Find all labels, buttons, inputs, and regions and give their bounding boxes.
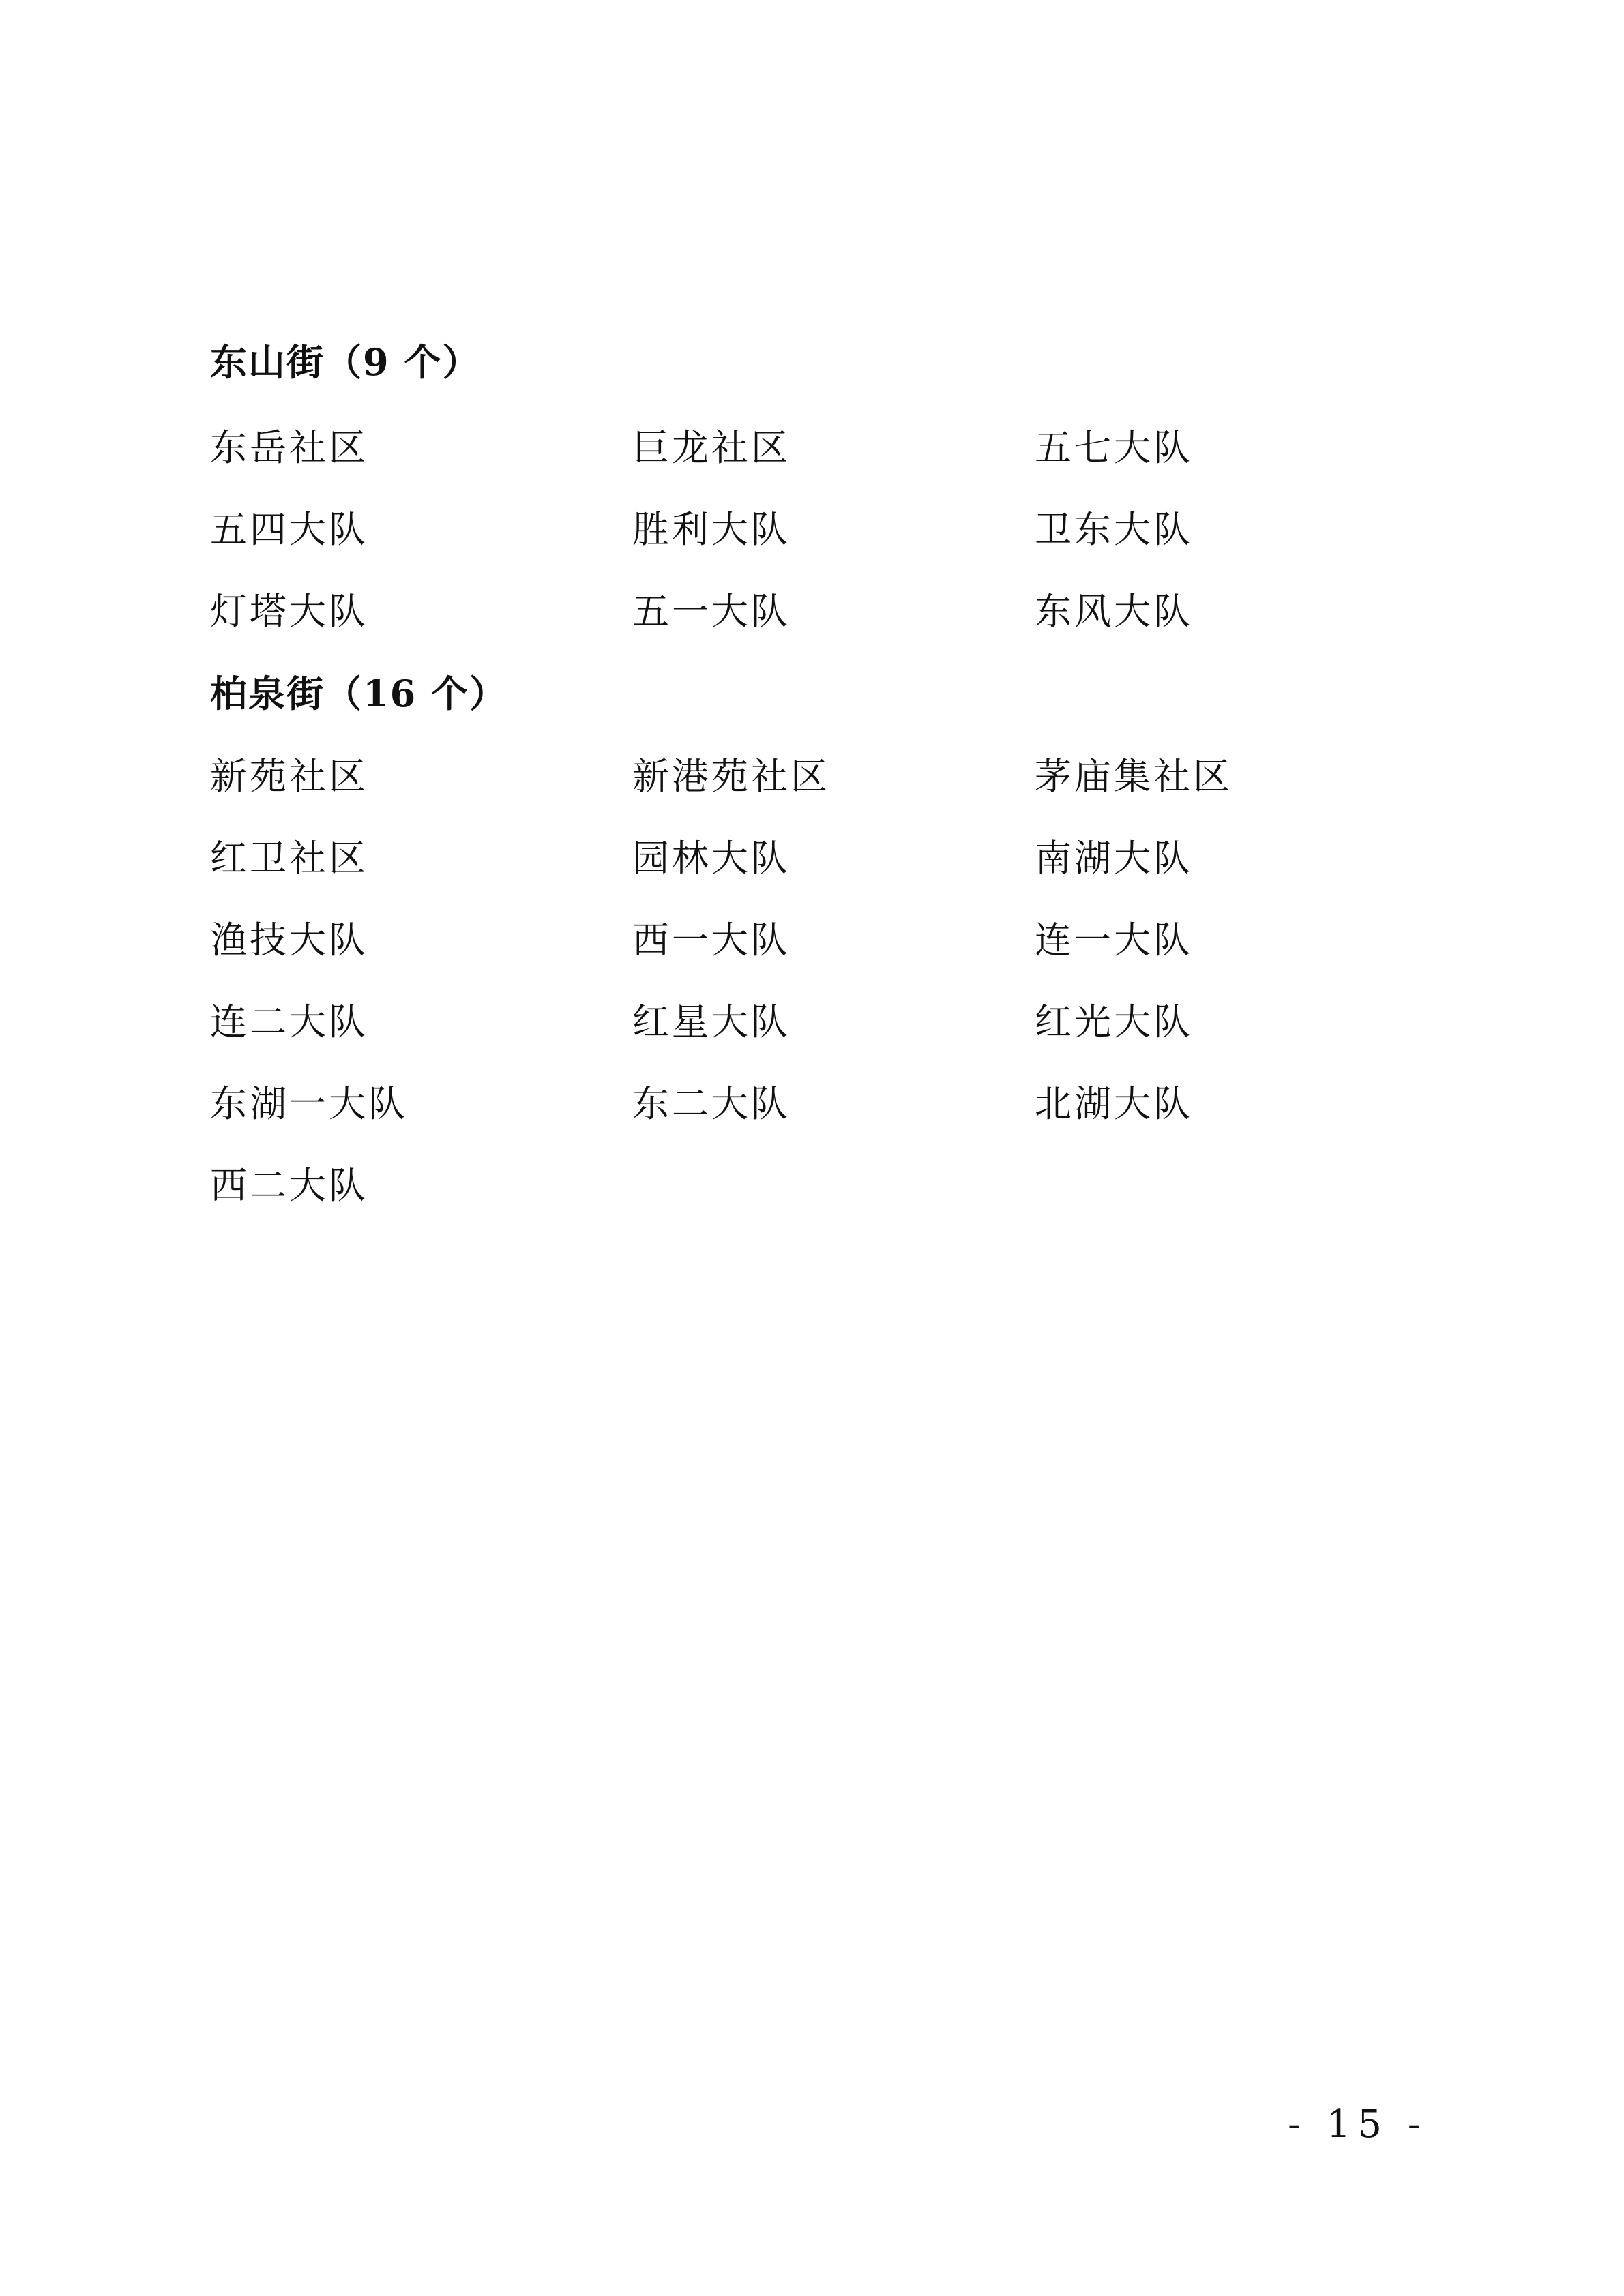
- list-item: 西一大队: [632, 919, 791, 961]
- list-item: 东风大队: [1035, 590, 1193, 633]
- list-item: 灯塔大队: [210, 590, 368, 633]
- list-item: 北湖大队: [1035, 1082, 1193, 1125]
- list-item: 东岳社区: [210, 426, 368, 469]
- list-item: 西二大队: [210, 1164, 368, 1207]
- list-item: 新港苑社区: [632, 755, 830, 798]
- list-item: 红卫社区: [210, 837, 368, 880]
- list-item: 茅庙集社区: [1035, 755, 1232, 798]
- list-item: 东二大队: [632, 1082, 791, 1125]
- list-item: 胜利大队: [632, 508, 791, 551]
- list-item: 红星大队: [632, 1000, 791, 1043]
- page-number: - 15 -: [1288, 2102, 1428, 2147]
- list-item: 东湖一大队: [210, 1082, 408, 1125]
- section-heading-baiquan: 柏泉街（16 个）: [210, 672, 507, 715]
- list-item: 五四大队: [210, 508, 368, 551]
- list-item: 新苑社区: [210, 755, 368, 798]
- list-item: 五七大队: [1035, 426, 1193, 469]
- list-item: 五一大队: [632, 590, 791, 633]
- list-item: 连一大队: [1035, 919, 1193, 961]
- section-heading-dongshan: 东山街（9 个）: [210, 340, 481, 384]
- list-item: 园林大队: [632, 837, 791, 880]
- list-item: 渔技大队: [210, 919, 368, 961]
- list-item: 巨龙社区: [632, 426, 791, 469]
- list-item: 卫东大队: [1035, 508, 1193, 551]
- list-item: 连二大队: [210, 1000, 368, 1043]
- list-item: 南湖大队: [1035, 837, 1193, 880]
- list-item: 红光大队: [1035, 1000, 1193, 1043]
